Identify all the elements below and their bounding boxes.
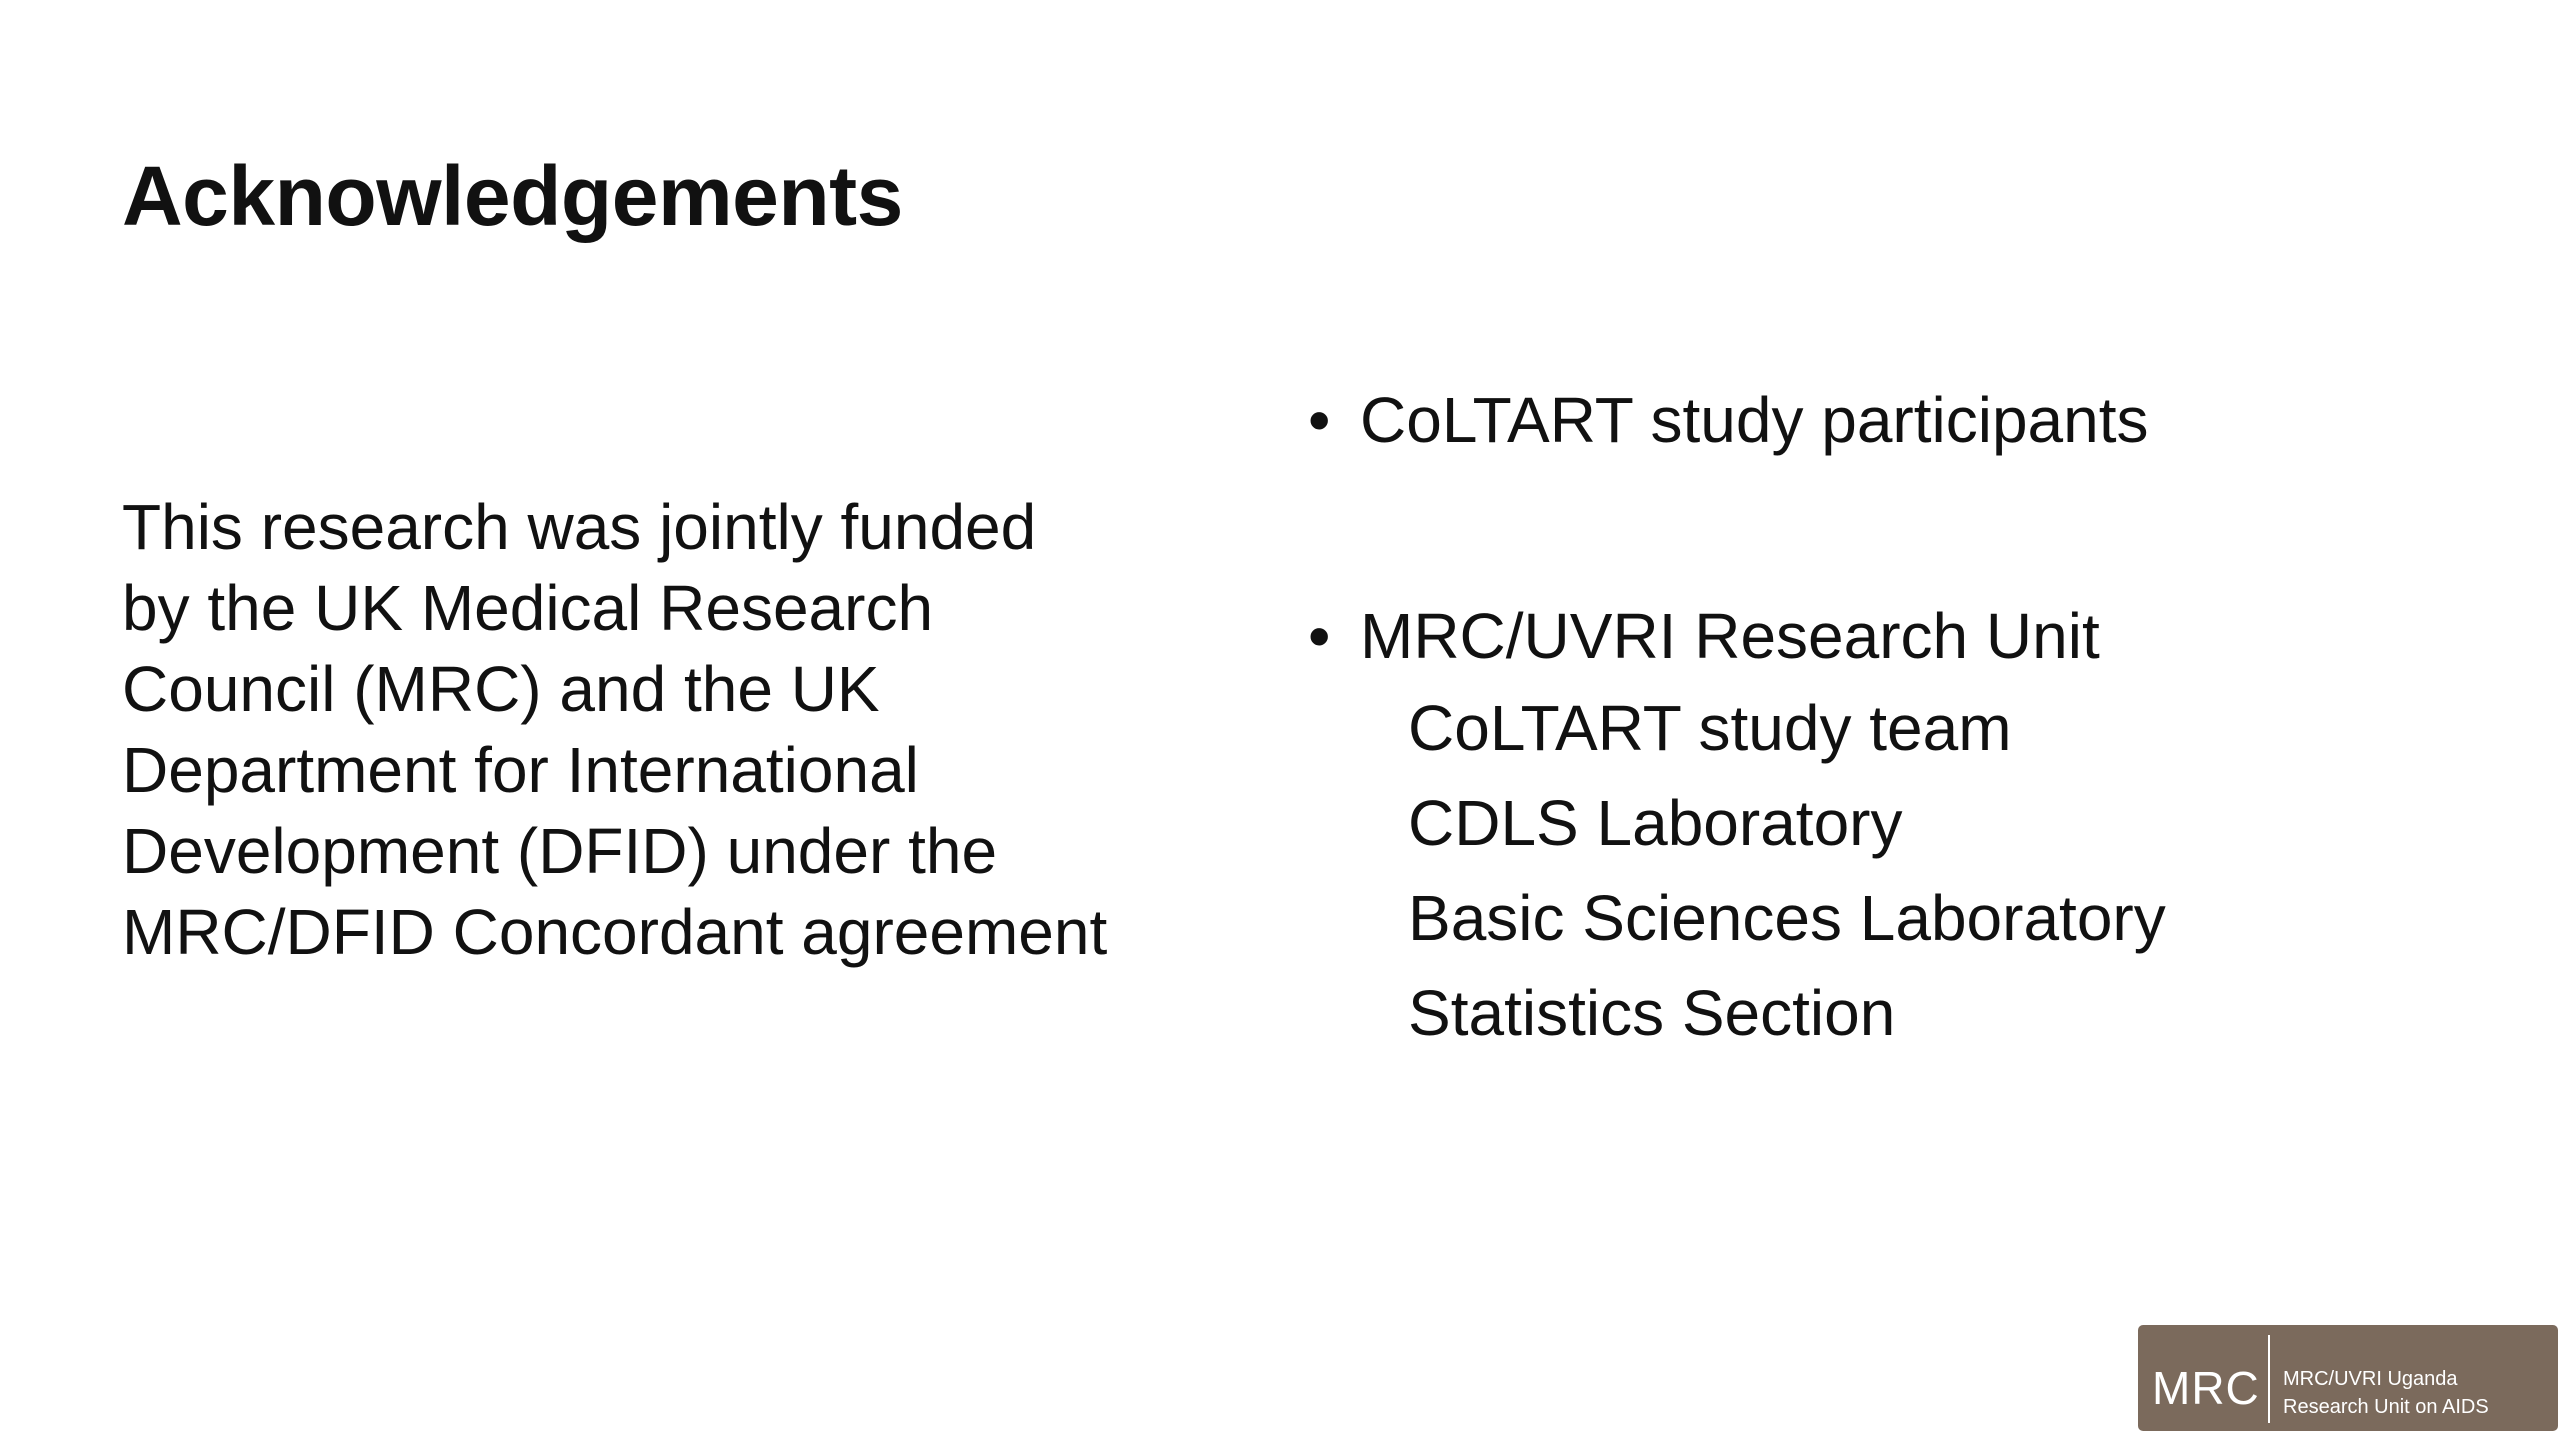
funding-statement: This research was jointly funded by the UK Medical Research Council (MRC) and the UK Department for International Development (DFID) under the MRC/DFID Concordant agreement: [122, 491, 1108, 968]
bullet-label: CoLTART study participants: [1360, 384, 2149, 456]
sub-item-statistics: Statistics Section: [1408, 977, 1896, 1049]
research-unit-sublist: [1360, 681, 2508, 1061]
slide-title: Acknowledgements: [122, 149, 903, 243]
bullet-label: MRC/UVRI Research Unit: [1360, 600, 2100, 672]
logo-divider: [2268, 1335, 2270, 1423]
acknowledgement-list: [1308, 375, 2508, 1061]
logo-mark: MRC: [2152, 1362, 2260, 1414]
sub-item-cdls-lab: CDLS Laboratory: [1408, 787, 1903, 859]
bullet-item-research-unit: [1308, 591, 2508, 1061]
logo-text: MRC/UVRI Uganda Research Unit on AIDS: [2283, 1368, 2489, 1418]
sub-item-basic-sciences-lab: Basic Sciences Laboratory: [1408, 882, 2166, 954]
sub-item-study-team: CoLTART study team: [1408, 692, 2012, 764]
mrc-uvri-logo: [2138, 1325, 2558, 1431]
bullet-item-participants: [1308, 375, 2508, 465]
